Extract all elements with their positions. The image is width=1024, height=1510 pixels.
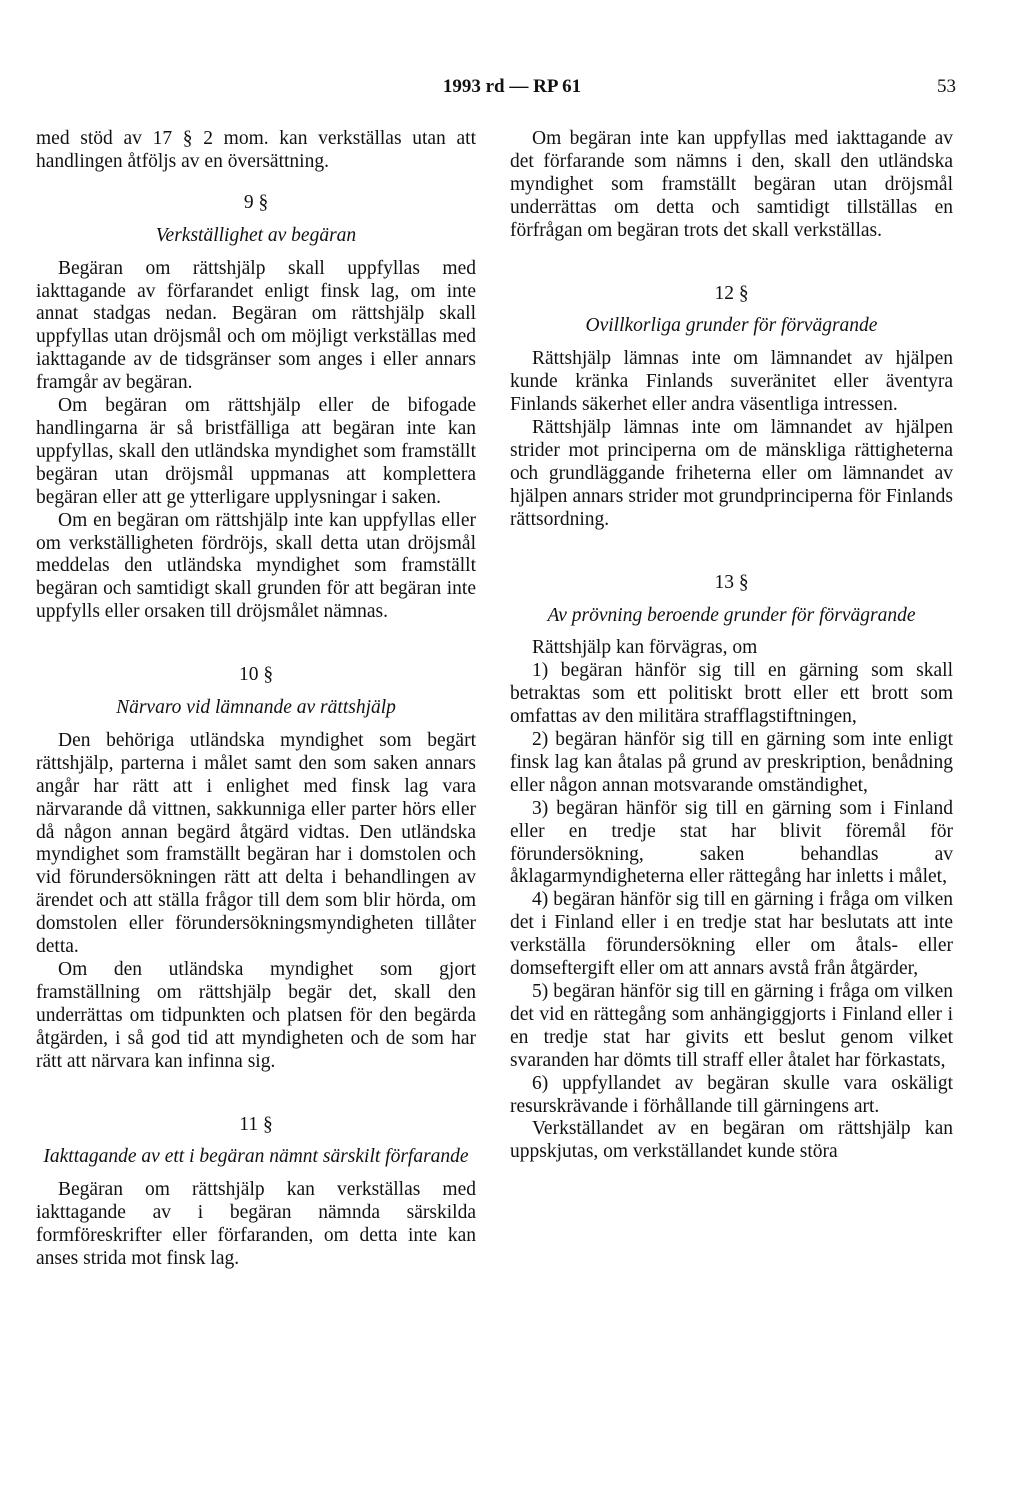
paragraph: med stöd av 17 § 2 mom. kan verkställas utan att handlingen åtföljs av en översättning.	[36, 128, 476, 172]
section-number: 12 §	[714, 282, 749, 304]
section-heading: Ovillkorliga grunder för förvägrande	[585, 315, 878, 337]
section-number: 10 §	[238, 664, 274, 686]
paragraph: Den behöriga utländska myndighet som begärt rättshjälp, parterna i målet samt den som saken annars angår har rätt att i enlighet med finsk lag vara närvarande då vittnen, sakkunniga eller parter hörs eller då någon annan begärd åtgärd vidtas. Den utländska myndighet som framställt begäran har i domstolen och vid förundersökningen rätt att delta i behandlingen av ärendet och att ställa frågor till dem som blir hörda, om domstolen eller förundersökningsmyndigheten tillåter detta.	[36, 729, 476, 958]
list-item: 5) begäran hänför sig till en gärning i fråga om vilken det vid en rättegång som anhängiggjorts i Finland eller i en tredje stat har givits ett beslut genom vilket svaranden har dömts till straff eller åtalet har förkastats,	[510, 981, 953, 1071]
section-number: 11 §	[239, 1113, 273, 1135]
list-item: 4) begäran hänför sig till en gärning i fråga om vilken det i Finland eller i en tredje stat har beslutats att inte verkställa förundersökning eller om åtals- eller domseftergift eller om att annars avstå från åtgärder,	[510, 889, 953, 980]
list-item: 6) uppfyllandet av begäran skulle vara oskäligt resurskrävande i förhållande till gärningens art.	[510, 1072, 953, 1117]
section-number: 13 §	[714, 571, 749, 593]
paragraph: Rättshjälp kan förvägras, om	[532, 637, 758, 659]
right-column	[510, 128, 953, 1164]
paragraph: Begäran om rättshjälp kan verkställas med iakttagande av i begäran nämnda särskilda formföreskrifter eller förfaranden, om detta inte kan anses strida mot finsk lag.	[36, 1179, 476, 1270]
paragraph: Om begäran inte kan uppfyllas med iakttagande av det förfarande som nämns i den, skall den utländska myndighet som framställt begäran utan dröjsmål underrättas om detta och samtidigt tillställas en förfrågan om begäran trots det skall verkställas.	[510, 128, 953, 241]
running-header: 1993 rd — RP 61	[442, 76, 582, 97]
section-heading: Närvaro vid lämnande av rättshjälp	[116, 697, 396, 719]
paragraph: Verkställandet av en begäran om rättshjälp kan uppskjutas, om verkställandet kunde störa	[510, 1118, 953, 1163]
paragraph: Om begäran om rättshjälp eller de bifogade handlingarna är så bristfälliga att begäran inte kan uppfyllas, skall den utländska myndighet som framställt begäran utan dröjsmål uppmanas att komplettera begäran eller att ge ytterligare upplysningar i saken.	[36, 395, 476, 508]
section-heading: Verkställighet av begäran	[155, 224, 357, 246]
paragraph: Om en begäran om rättshjälp inte kan uppfyllas eller om verkställigheten fördröjs, skall detta utan dröjsmål meddelas den utländska myndighet som framställt begäran och samtidigt skall grunden för att begäran inte uppfylls eller orsaken till dröjsmålet nämnas.	[36, 509, 476, 623]
section-heading: Iakttagande av ett i begäran nämnt särskilt förfarande	[43, 1146, 469, 1168]
paragraph: Rättshjälp lämnas inte om lämnandet av hjälpen kunde kränka Finlands suveränitet eller äventyra Finlands säkerhet eller andra väsentliga intressen.	[510, 348, 953, 416]
list-item: 2) begäran hänför sig till en gärning som inte enligt finsk lag kan åtalas på grund av preskription, benådning eller någon annan motsvarande omständighet,	[510, 729, 953, 796]
section-number: 9 §	[243, 191, 269, 213]
paragraph: Om den utländska myndighet som gjort framställning om rättshjälp begär det, skall den underrättas om tidpunkten och platsen för den begärda åtgärden, i så god tid att myndigheten och de som har rätt att närvara kan infinna sig.	[36, 959, 476, 1072]
list-item: 3) begäran hänför sig till en gärning som i Finland eller en tredje stat har blivit föremål för förundersökning, saken behandlas av åklagarmyndigheterna eller rättegång har inletts i målet,	[510, 797, 953, 888]
paragraph: Begäran om rättshjälp skall uppfyllas med iakttagande av förfarandet enligt finsk lag, om inte annat stadgas nedan. Begäran om rättshjälp skall uppfyllas utan dröjsmål och om möjligt verkställas med iakttagande av de tidsgränser som anges i eller annars framgår av begäran.	[36, 257, 476, 394]
left-column	[36, 128, 476, 1271]
section-heading: Av prövning beroende grunder för förvägrande	[547, 604, 916, 626]
paragraph: Rättshjälp lämnas inte om lämnandet av hjälpen strider mot principerna om de mänskliga rättigheterna och grundläggande friheterna eller om lämnandet av hjälpen annars strider mot grundprinciperna för Finlands rättsordning.	[510, 417, 953, 530]
list-item: 1) begäran hänför sig till en gärning som skall betraktas som ett politiskt brott eller ett brott som omfattas av den militära strafflagstiftningen,	[510, 660, 953, 728]
page-number: 53	[937, 76, 956, 97]
